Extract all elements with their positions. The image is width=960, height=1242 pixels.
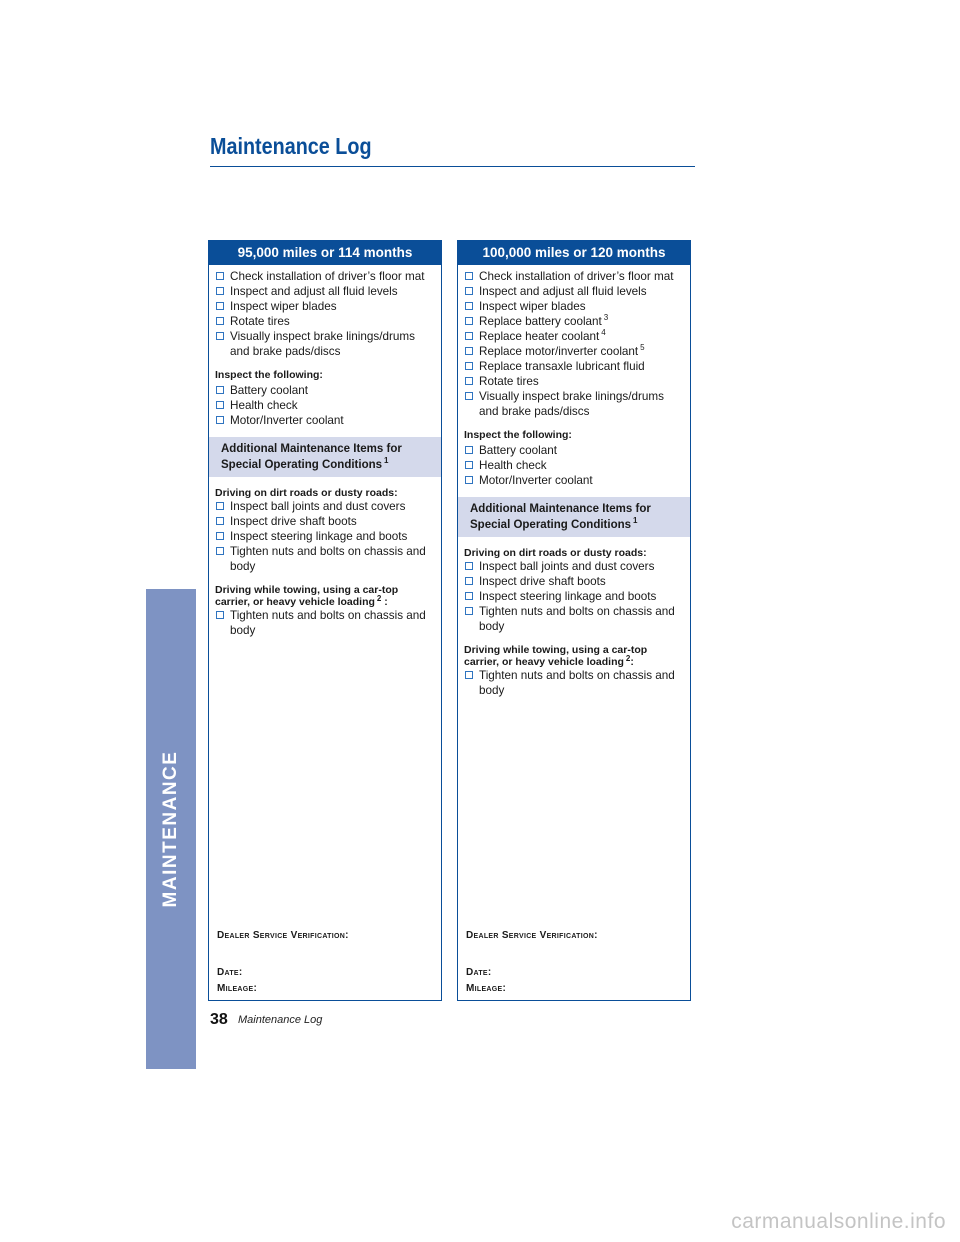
- checkbox-icon[interactable]: [465, 461, 473, 469]
- checklist-item: [215, 608, 436, 638]
- additional-heading-line2: [221, 457, 436, 473]
- checkbox-icon[interactable]: [465, 446, 473, 454]
- checklist-item: [464, 314, 685, 329]
- mileage-label: Mileage:: [466, 983, 507, 994]
- column-header: 95,000 miles or 114 months: [209, 241, 441, 265]
- checkbox-icon[interactable]: [465, 607, 473, 615]
- checklist-item-label: Tighten nuts and bolts on chassis and body: [230, 609, 426, 637]
- checklist-item: [464, 374, 685, 389]
- towing-heading-text: carrier, or heavy vehicle loading: [464, 656, 624, 668]
- checklist-item: [215, 299, 436, 314]
- checkbox-icon[interactable]: [465, 287, 473, 295]
- checkbox-icon[interactable]: [216, 317, 224, 325]
- checkbox-icon[interactable]: [465, 476, 473, 484]
- checklist-item: [464, 604, 685, 634]
- checklist-item: [464, 359, 685, 374]
- page-title: Maintenance Log: [210, 133, 372, 159]
- additional-heading-line2: [470, 517, 685, 533]
- towing-heading-text: carrier, or heavy vehicle loading: [215, 596, 375, 608]
- checkbox-icon[interactable]: [216, 332, 224, 340]
- checkbox-icon[interactable]: [465, 577, 473, 585]
- checklist-item-label: Inspect wiper blades: [479, 300, 586, 313]
- towing-heading: [215, 584, 436, 608]
- towing-heading-line1: Driving while towing, using a car-top: [215, 584, 399, 596]
- checklist-item-label: Check installation of driver’s floor mat: [479, 270, 674, 283]
- checklist-item-label: Rotate tires: [479, 375, 539, 388]
- checklist-item: [215, 413, 436, 428]
- checkbox-icon[interactable]: [216, 502, 224, 510]
- checklist-item: [464, 269, 685, 284]
- checklist-item: [464, 389, 685, 419]
- checkbox-icon[interactable]: [216, 547, 224, 555]
- checklist-item: [215, 314, 436, 329]
- checkbox-icon[interactable]: [216, 532, 224, 540]
- checklist-item-label: Health check: [230, 399, 298, 412]
- checklist-item-label: Replace motor/inverter coolant: [479, 345, 639, 358]
- checklist-item: [464, 344, 685, 359]
- additional-heading-text: Special Operating Conditions: [221, 459, 383, 471]
- checklist-item: [215, 284, 436, 299]
- additional-items-heading: [458, 497, 690, 537]
- checklist-item-label: Inspect wiper blades: [230, 300, 337, 313]
- checklist-item-label: Tighten nuts and bolts on chassis and body: [230, 545, 426, 573]
- additional-heading-line1: Additional Maintenance Items for: [221, 443, 402, 455]
- checklist-item-label: Replace battery coolant: [479, 315, 602, 328]
- checklist-item-label: Rotate tires: [230, 315, 290, 328]
- additional-heading-line1: Additional Maintenance Items for: [470, 503, 651, 515]
- column-header: 100,000 miles or 120 months: [458, 241, 690, 265]
- dealer-verification-label: Dealer Service Verification:: [217, 930, 349, 941]
- checklist-item: [215, 269, 436, 284]
- checklist-item: [464, 284, 685, 299]
- checklist-item: [215, 499, 436, 514]
- checklist-item-label: Inspect and adjust all fluid levels: [479, 285, 647, 298]
- checkbox-icon[interactable]: [216, 302, 224, 310]
- checklist-item-label: Inspect drive shaft boots: [479, 575, 606, 588]
- checklist-item-label: Battery coolant: [479, 444, 557, 457]
- checkbox-icon[interactable]: [465, 362, 473, 370]
- checklist-item-label: Visually inspect brake linings/drums and brake pads/discs: [479, 390, 664, 418]
- checklist-item-label: Inspect drive shaft boots: [230, 515, 357, 528]
- checkbox-icon[interactable]: [465, 562, 473, 570]
- dealer-verification-block: [217, 930, 349, 994]
- checklist-item-label: Motor/Inverter coolant: [479, 474, 593, 487]
- towing-heading: [464, 644, 685, 668]
- inspect-heading: Inspect the following:: [215, 369, 323, 381]
- checklist-item: [215, 514, 436, 529]
- footnote-ref: 1: [633, 516, 638, 526]
- checkbox-icon[interactable]: [216, 401, 224, 409]
- towing-heading-line2: [464, 653, 685, 668]
- column-95000: [208, 240, 442, 1001]
- footnote-ref: 3: [603, 313, 609, 323]
- checklist-item-label: Visually inspect brake linings/drums and brake pads/discs: [230, 330, 415, 358]
- inspect-heading: Inspect the following:: [464, 429, 572, 441]
- column-body: [458, 265, 690, 698]
- footnote-ref: 4: [601, 328, 606, 338]
- title-rule: [210, 166, 695, 167]
- checklist-item: [215, 329, 436, 359]
- checkbox-icon[interactable]: [216, 611, 224, 619]
- dirt-roads-heading: Driving on dirt roads or dusty roads:: [464, 547, 647, 559]
- checklist-item-label: Replace heater coolant: [479, 330, 600, 343]
- footnote-ref: 2: [625, 653, 631, 663]
- footnote-ref: 5: [640, 343, 645, 353]
- column-100000: [457, 240, 691, 1001]
- towing-heading-suffix: :: [381, 596, 388, 608]
- dealer-verification-block: [466, 930, 598, 994]
- checklist-item-label: Motor/Inverter coolant: [230, 414, 344, 427]
- additional-heading-text: Special Operating Conditions: [470, 519, 632, 531]
- mileage-label: Mileage:: [217, 983, 258, 994]
- checklist-item-label: Tighten nuts and bolts on chassis and body: [479, 605, 675, 633]
- towing-heading-line1: Driving while towing, using a car-top: [464, 644, 648, 656]
- checkbox-icon[interactable]: [216, 287, 224, 295]
- page-number: 38: [210, 1011, 228, 1028]
- checkbox-icon[interactable]: [465, 592, 473, 600]
- checklist-item-label: Tighten nuts and bolts on chassis and body: [479, 669, 675, 697]
- checklist-item: [215, 529, 436, 544]
- checklist-item: [464, 473, 685, 488]
- checklist-item: [464, 559, 685, 574]
- checklist-item-label: Replace transaxle lubricant fluid: [479, 360, 645, 373]
- checkbox-icon[interactable]: [216, 416, 224, 424]
- dealer-verification-label: Dealer Service Verification:: [466, 930, 598, 941]
- checkbox-icon[interactable]: [465, 377, 473, 385]
- checkbox-icon[interactable]: [465, 317, 473, 325]
- additional-items-heading: [209, 437, 441, 477]
- dirt-roads-heading: Driving on dirt roads or dusty roads:: [215, 487, 398, 499]
- side-tab-label: MAINTENANCE: [160, 750, 181, 908]
- checkbox-icon[interactable]: [216, 517, 224, 525]
- checklist-item-label: Inspect steering linkage and boots: [230, 530, 408, 543]
- checkbox-icon[interactable]: [465, 302, 473, 310]
- checklist-item-label: Battery coolant: [230, 384, 308, 397]
- checklist-item: [464, 329, 685, 344]
- checkbox-icon[interactable]: [465, 392, 473, 400]
- side-tab: [146, 589, 196, 1069]
- checklist-item: [464, 589, 685, 604]
- checkbox-icon[interactable]: [216, 272, 224, 280]
- checklist-item: [215, 398, 436, 413]
- checklist-item-label: Inspect ball joints and dust covers: [479, 560, 655, 573]
- checkbox-icon[interactable]: [216, 386, 224, 394]
- footer-label: Maintenance Log: [238, 1014, 323, 1026]
- date-label: Date:: [217, 967, 243, 978]
- checklist-item: [464, 574, 685, 589]
- checklist-item: [464, 299, 685, 314]
- checkbox-icon[interactable]: [465, 671, 473, 679]
- column-body: [209, 265, 441, 638]
- checkbox-icon[interactable]: [465, 347, 473, 355]
- checklist-item-label: Inspect ball joints and dust covers: [230, 500, 406, 513]
- checkbox-icon[interactable]: [465, 272, 473, 280]
- footnote-ref: 1: [384, 456, 389, 466]
- checklist-item-label: Health check: [479, 459, 547, 472]
- checklist-item-label: Inspect steering linkage and boots: [479, 590, 657, 603]
- checklist-item-label: Check installation of driver’s floor mat: [230, 270, 425, 283]
- checklist-item-label: Inspect and adjust all fluid levels: [230, 285, 398, 298]
- checklist-item: [464, 443, 685, 458]
- checklist-item: [464, 458, 685, 473]
- checklist-item: [215, 544, 436, 574]
- watermark: carmanualsonline.info: [731, 1210, 946, 1233]
- checklist-item: [215, 383, 436, 398]
- checkbox-icon[interactable]: [465, 332, 473, 340]
- checklist-item: [464, 668, 685, 698]
- date-label: Date:: [466, 967, 492, 978]
- towing-heading-suffix: :: [630, 656, 634, 668]
- footnote-ref: 2: [376, 593, 382, 603]
- towing-heading-line2: [215, 593, 436, 608]
